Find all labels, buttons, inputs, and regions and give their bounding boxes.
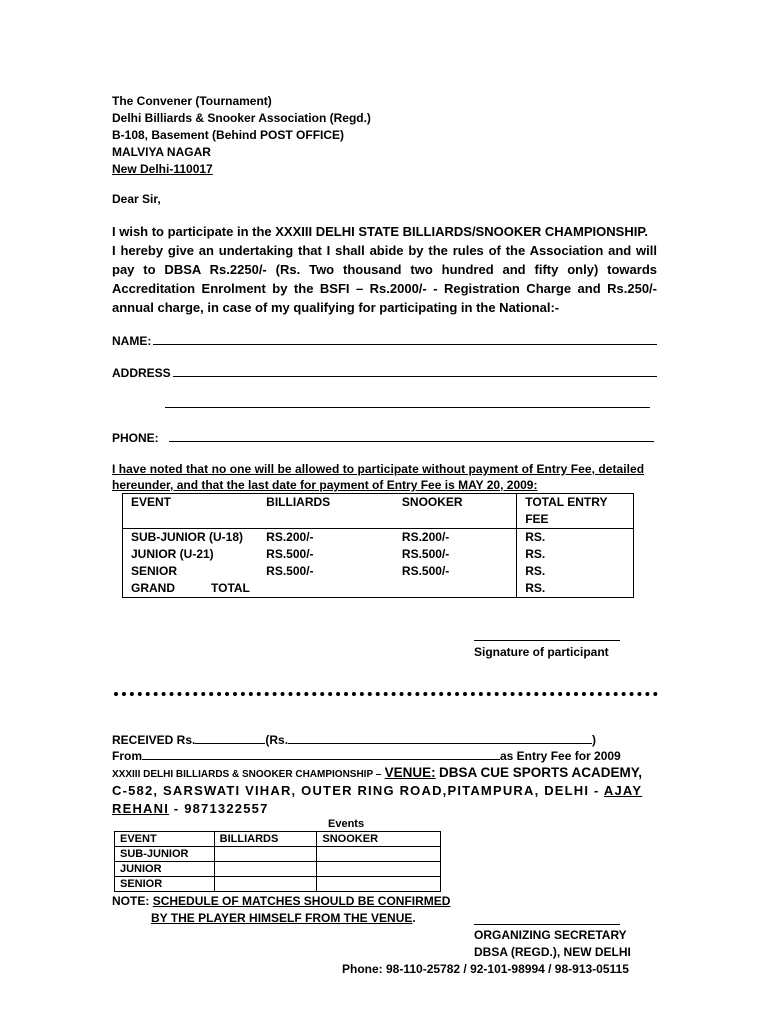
address-input-line-2[interactable] [165,407,650,408]
entry-fee-table [122,493,634,598]
schedule-header-cell: BILLIARDS [214,832,317,847]
venue-address: C-582, SARSWATI VIHAR, OUTER RING ROAD,PITAMPURA, DELHI - [112,783,600,798]
organizer-org: DBSA (REGD.), NEW DELHI [474,945,631,959]
rs-label: (Rs. [265,733,289,747]
address-input-line[interactable] [173,375,657,377]
signature-line[interactable] [474,640,620,641]
note-row-2 [151,910,416,927]
close-paren: ) [592,733,597,747]
address-line: The Convener (Tournament) [112,94,272,108]
table-row [123,563,634,580]
fee-cell[interactable]: RS. [525,564,546,578]
address-block [112,93,371,178]
schedule-header-cell: EVENT [115,832,215,847]
note-period: . [412,911,416,925]
table-row [115,847,441,862]
table-row [123,546,634,563]
organizer-signature-line [474,924,620,925]
address-field-row [112,362,657,380]
fee-header-cell: SNOOKER [394,494,517,529]
from-row [112,747,621,765]
table-row [115,862,441,877]
venue-contact-name: AJAY [603,783,643,798]
name-label: NAME: [112,334,152,348]
grand-text: GRAND [131,581,175,595]
amount-input-line[interactable] [195,731,265,744]
fee-cell: SENIOR [131,564,178,578]
address-line: Delhi Billiards & Snooker Association (Regd.) [112,111,371,125]
grand-total-value[interactable]: RS. [525,581,546,595]
schedule-event-cell: JUNIOR [115,862,215,877]
intro-undertaking: I hereby give an undertaking that I shall abide by the rules of the Association and will pay to DBSA Rs.2250/- (Rs. Two thousand two hundred and fifty only) towards Accreditation Enrolment by the BSFI – Rs.2000/- - Registration Charge and Rs.250/- annual charge, in case of my qualifying for participating in the National:- [112,243,657,315]
phone-field-row [112,427,654,445]
fee-cell[interactable]: RS. [525,547,546,561]
fee-cell [258,580,394,598]
fee-header-cell [517,494,634,529]
total-text: TOTAL [211,581,250,595]
schedule-header-cell: SNOOKER [317,832,441,847]
fee-header-text: FEE [525,512,549,526]
notice-line: I have noted that no one will be allowed to participate without payment of Entry Fee, detailed [112,462,645,476]
events-label: Events [328,818,365,830]
phone-label: PHONE: [112,431,159,445]
venue-address-row [112,782,642,800]
venue-contact-phone: - 9871322557 [169,801,269,816]
fee-cell: SUB-JUNIOR (U-18) [131,530,244,544]
address-label: ADDRESS [112,366,171,380]
organizer-phone: Phone: 98-110-25782 / 92-101-98994 / 98-913-05115 [342,962,629,976]
venue-contact-surname: REHANI [112,801,170,816]
salutation: Dear Sir, [112,192,161,206]
schedule-cell[interactable] [317,862,441,877]
note-row [112,893,450,910]
intro-paragraph [112,222,657,317]
entry-fee-text: as Entry Fee for 2009 [500,749,621,763]
fee-cell[interactable]: RS. [525,530,546,544]
schedule-event-cell: SUB-JUNIOR [115,847,215,862]
venue-name: DBSA CUE SPORTS ACADEMY, [439,765,643,780]
schedule-table [114,831,441,892]
payment-notice [112,461,657,493]
fee-cell: RS.500/- [394,563,517,580]
amount-words-input-line[interactable] [288,731,592,744]
intro-line: I wish to participate in the XXXIII DELHI STATE BILLIARDS/SNOOKER CHAMPIONSHIP. [112,224,648,239]
from-input-line[interactable] [142,747,500,760]
schedule-cell[interactable] [214,847,317,862]
from-label: From [112,749,142,763]
venue-contact-row [112,800,269,818]
fee-cell: RS.500/- [266,547,314,561]
table-row [115,877,441,892]
address-line: MALVIYA NAGAR [112,145,211,159]
fee-cell: RS.500/- [394,546,517,563]
phone-input-line[interactable] [169,440,654,442]
cut-line-divider [114,692,658,696]
signature-label: Signature of participant [474,645,609,659]
address-line: New Delhi-110017 [112,162,213,176]
schedule-event-cell: SENIOR [115,877,215,892]
table-row [123,529,634,547]
grand-total-label [123,580,259,598]
address-line: B-108, Basement (Behind POST OFFICE) [112,128,345,142]
fee-cell [394,580,517,598]
fee-header-cell: EVENT [123,494,259,529]
championship-text: XXXIII DELHI BILLIARDS & SNOOKER CHAMPIONSHIP – [112,769,382,780]
championship-venue-row [112,764,642,784]
grand-total-row [123,580,634,598]
schedule-cell[interactable] [317,877,441,892]
schedule-cell[interactable] [214,862,317,877]
fee-header-text: TOTAL ENTRY [525,495,608,509]
note-text: SCHEDULE OF MATCHES SHOULD BE CONFIRMED [152,894,451,908]
schedule-cell[interactable] [317,847,441,862]
fee-cell: RS.200/- [266,530,314,544]
note-label: NOTE: [112,894,150,908]
fee-table-header [123,494,634,529]
name-input-line[interactable] [153,343,657,345]
fee-header-cell: BILLIARDS [258,494,394,529]
organizer-title: ORGANIZING SECRETARY [474,928,627,942]
schedule-header-row [115,832,441,847]
received-label: RECEIVED Rs. [112,733,196,747]
note-text: BY THE PLAYER HIMSELF FROM THE VENUE [151,911,413,925]
venue-label: VENUE: [384,765,436,780]
name-field-row [112,330,657,348]
fee-cell: RS.500/- [266,564,314,578]
fee-cell: RS.200/- [394,529,517,547]
fee-cell: JUNIOR (U-21) [131,547,214,561]
notice-line: hereunder, and that the last date for payment of Entry Fee is MAY 20, 2009: [112,478,538,492]
schedule-cell[interactable] [214,877,317,892]
